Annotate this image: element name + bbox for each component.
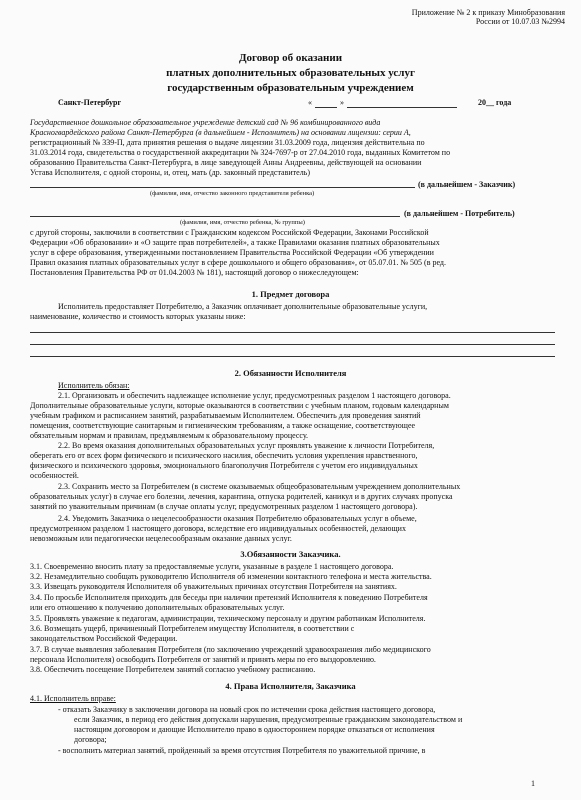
page-number: 1 [531, 779, 535, 788]
appendix-line-1: Приложение № 2 к приказу Минобразования [411, 8, 565, 17]
doc-title-line-3: государственным образовательным учреждением [167, 82, 414, 94]
section-3-line: 3.3. Извещать руководителя Исполнителя об уважительных причинах отсутствия Потребителя на занятиях. [30, 582, 397, 591]
section-3-line: 3.5. Проявлять уважение к педагогам, администрации, техническому персоналу и другим работникам Исполнителя. [30, 614, 426, 623]
section-2-line: 2.1. Организовать и обеспечить надлежащее исполнение услуг, предусмотренных разделом 1 настоящего договора. [58, 391, 451, 400]
section-2-line: образовательных услуг) в случае его болезни, лечения, карантина, отпуска родителей, каникул и в других случаях пропуска [30, 492, 453, 501]
section-2-line: оберегать его от всех форм физического и психического насилия, обеспечить условия укрепления нравственного, [30, 451, 418, 460]
services-blank-1 [30, 332, 555, 333]
section-3-line: 3.8. Обеспечить посещение Потребителем занятий согласно учебному расписанию. [30, 665, 316, 674]
customer-name-blank [30, 187, 415, 188]
section-4-line: настоящим договором и дающие Исполнителю право в одностороннем порядке отказаться от исполнения [74, 725, 435, 734]
section-3-heading: 3.Обязанности Заказчика. [240, 549, 341, 559]
section-2-line: особенностей. [30, 471, 79, 480]
appendix-line-2: России от 10.07.03 №2994 [475, 17, 565, 26]
consumer-label: (в дальнейшем - Потребитель) [404, 209, 515, 218]
intro-line: образованию Правительства Санкт-Петербурга, в лице заведующей Анны Андреевны, действующей на основании [30, 158, 422, 167]
preamble-line: Постановления Правительства РФ от 01.04.2003 № 181), настоящий договор о нижеследующем: [30, 268, 359, 277]
section-1-line: Исполнитель предоставляет Потребителю, а Заказчик оплачивает дополнительные образовательные услуги, [58, 302, 428, 311]
intro-line: Устава Исполнителя, с одной стороны, и, отец, мать (др. законный представитель) [30, 168, 310, 177]
section-2-heading: 2. Обязанности Исполнителя [234, 368, 347, 378]
appendix-note [412, 8, 565, 26]
section-2-line: предусмотренном разделом 1 настоящего договора, вследствие его индивидуальных особенностей, делающих [30, 524, 406, 533]
section-4-line: если Заказчик, в период его действия допускали нарушения, предусмотренные гражданским законодательством и [74, 715, 463, 724]
section-3-line: 3.4. По просьбе Исполнителя приходить для беседы при наличии претензий Исполнителя к поведению Потребителя [30, 593, 428, 602]
preamble-line: Федерации «Об образовании» и «О защите прав потребителей», а также Правилами оказания платных образовательных [30, 238, 440, 247]
preamble-line: с другой стороны, заключили в соответствии с Гражданским кодексом Российской Федерации, Законами Российской [30, 228, 429, 237]
section-2-line: Дополнительные образовательные услуги, которые оказываются в соответствии с учебным планом, годовым календарным [30, 401, 449, 410]
date-day-blank [315, 107, 337, 108]
section-2-line: 2.4. Уведомить Заказчика о нецелесообразности оказания Потребителю образовательных услуг в объеме, [58, 514, 417, 523]
section-3-line: персонала Исполнителя) освободить Потребителя от занятий и принять меры по его выздоровлению. [30, 655, 376, 664]
customer-label: (в дальнейшем - Заказчик) [418, 180, 516, 189]
section-3-line: или его отношению к получению дополнительных образовательных услуг. [30, 603, 285, 612]
intro-line: Красногвардейского района Санкт-Петербурга (в дальнейшем - Исполнитель) на основании лицензии: серии А, [30, 128, 411, 137]
section-2-line: физического и психического здоровья, эмоционального благополучия Потребителя с учетом его индивидуальных [30, 461, 418, 470]
section-2-line: занятий по уважительным причинам (в случае оплаты услуг, предусмотренных разделом 1 настоящего договора). [30, 502, 418, 511]
intro-line: 31.03.2014 года, свидетельства о государственной аккредитации № 324-7697-р от 27.04.2010 года, выданных Комитетом по [30, 148, 451, 157]
doc-title-line-2: платных дополнительных образовательных услуг [166, 67, 415, 79]
section-2-line: 2.3. Сохранить место за Потребителем (в системе оказываемых общеобразовательным учреждением дополнительных [58, 482, 461, 491]
services-blank-3 [30, 356, 555, 357]
preamble-line: Правил оказания платных образовательных услуг в сфере дошкольного и общего образования», от 05.07.01. № 505 (в ред. [30, 258, 446, 267]
section-4-subheading: 4.1. Исполнитель вправе: [30, 694, 116, 703]
section-1-line: наименование, количество и стоимость которых указаны ниже: [30, 312, 246, 321]
section-4-line: - отказать Заказчику в заключении договора на новый срок по истечении срока действия настоящего договора, [58, 705, 436, 714]
section-3-line: законодательством Российской Федерации. [30, 634, 178, 643]
section-4-heading: 4. Права Исполнителя, Заказчика [225, 681, 356, 691]
city: Санкт-Петербург [58, 98, 122, 107]
section-4-line: - восполнить материал занятий, пройденный за время отсутствия Потребителя по уважительной причине, в [58, 746, 426, 755]
section-2-line: невозможным или педагогически нецелесообразным оказание данных услуг. [30, 534, 292, 543]
section-2-line: 2.2. Во время оказания дополнительных образовательных услуг проявлять уважение к личности Потребителя, [58, 441, 435, 450]
section-2-line: учебным графиком и расписанием занятий, разрабатываемым Исполнителем. Обеспечить для проведения занятий [30, 411, 421, 420]
doc-title-line-1: Договор об оказании [238, 52, 343, 64]
section-2-subheading: Исполнитель обязан: [58, 381, 130, 390]
customer-hint: (фамилия, имя, отчество законного представителя ребенка) [150, 190, 315, 197]
section-1-heading: 1. Предмет договора [251, 289, 330, 299]
section-3-line: 3.1. Своевременно вносить плату за предоставляемые услуги, указанные в разделе 1 настоящего договора. [30, 562, 394, 571]
consumer-name-blank [30, 216, 400, 217]
section-3-line: 3.7. В случае выявления заболевания Потребителя (по заключению учреждений здравоохранения либо медицинского [30, 645, 431, 654]
intro-line: Государственное дошкольное образовательное учреждение детский сад № 96 комбинированного вида [30, 118, 381, 127]
intro-line: регистрационный № 339-П, дата принятия решения о выдаче лицензии 31.03.2009 года, лицензия действительна по [30, 138, 425, 147]
preamble-line: услуг в сфере образования, утвержденными постановлением Правительства Российской Федерации «Об утверждении [30, 248, 434, 257]
date-month-blank [347, 107, 457, 108]
section-3-line: 3.2. Незамедлительно сообщать руководителю Исполнителя об изменении контактного телефона и места жительства. [30, 572, 432, 581]
section-3-line: 3.6. Возмещать ущерб, причиненный Потребителем имуществу Исполнителя, в соответствии с [30, 624, 355, 633]
consumer-hint: (фамилия, имя, отчество ребенка, № группы) [180, 219, 305, 226]
section-2-line: обязательным нормам и правилам, предъявляемым к образовательному процессу. [30, 431, 309, 440]
date-year: 20__ года [478, 98, 512, 107]
date-quote-open: « [308, 98, 312, 107]
date-quote-close: » [340, 98, 344, 107]
section-4-line: договора; [74, 735, 107, 744]
section-2-line: помещения, соответствующие санитарным и гигиеническим требованиям, а также оснащение, соответствующее [30, 421, 416, 430]
services-blank-2 [30, 344, 555, 345]
